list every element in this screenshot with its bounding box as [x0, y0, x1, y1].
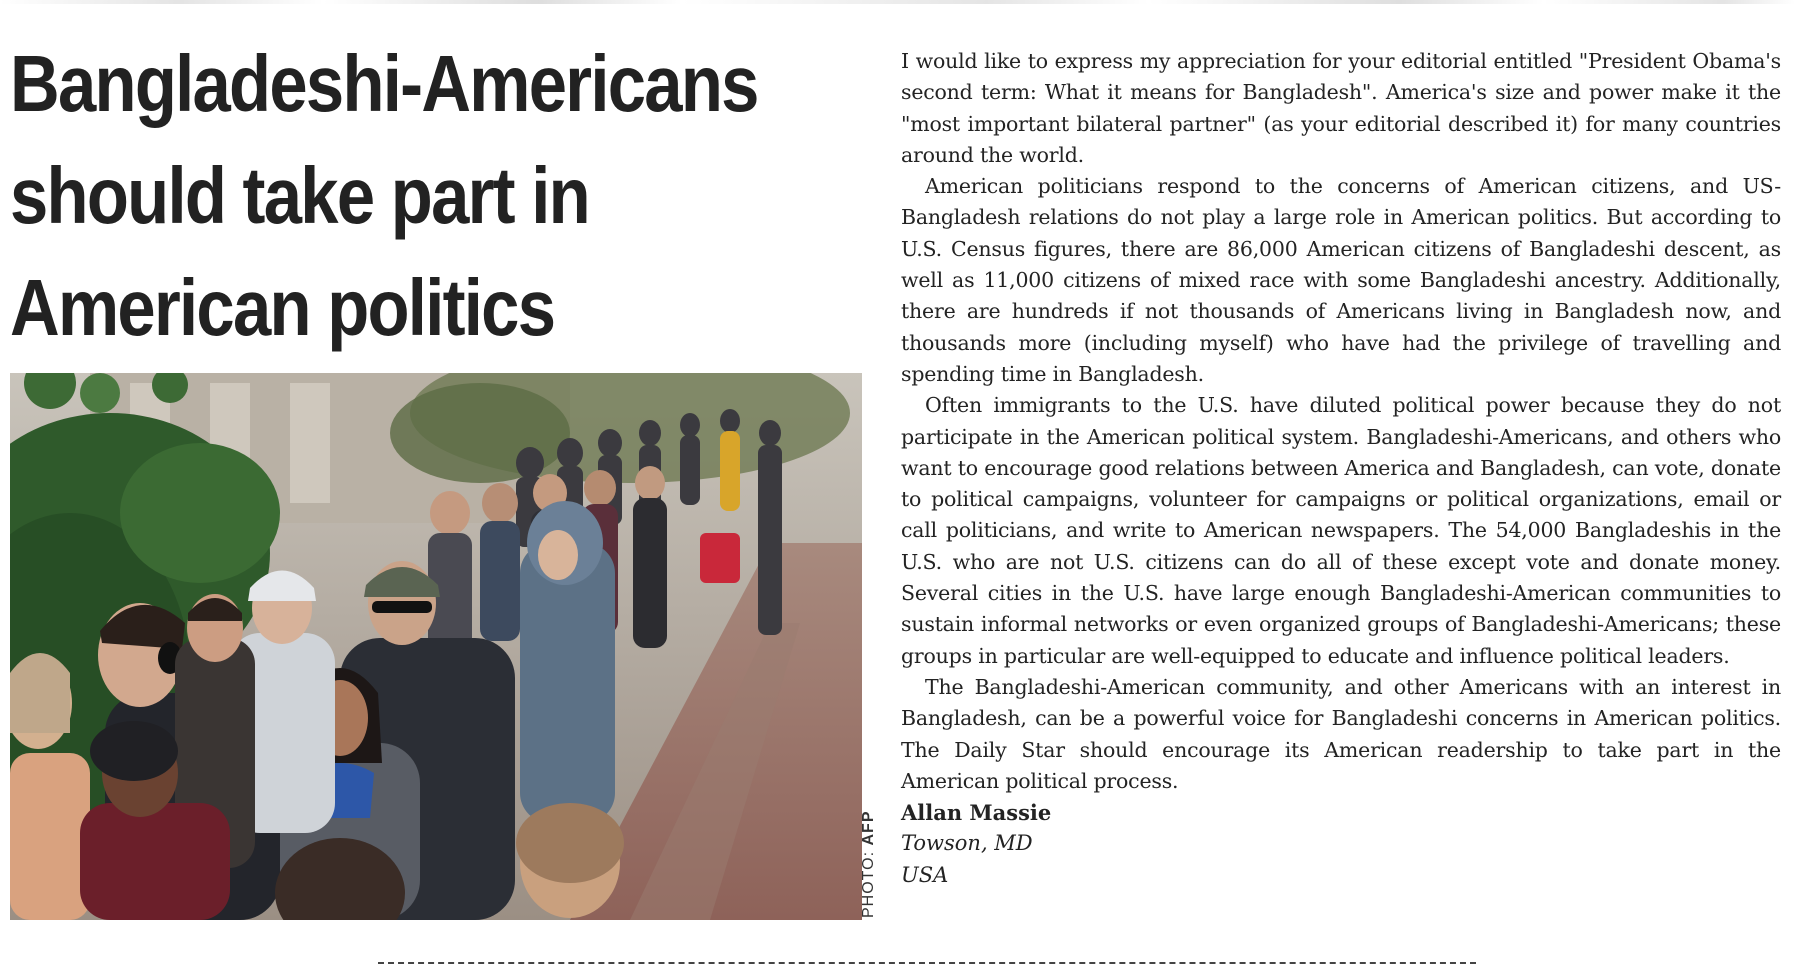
author-name: Allan Massie: [901, 800, 1052, 826]
queue-of-voters-photo: [10, 373, 862, 920]
letter-body: [901, 46, 1781, 891]
photo-credit-source: AFP: [860, 810, 877, 846]
author-location: Towson, MD: [901, 831, 1033, 856]
headline-line-3: American politics: [10, 263, 555, 352]
photo-illustration: [10, 373, 862, 920]
letter-paragraph: Often immigrants to the U.S. have diluted political power because they do not participate in the American political system. Bangladeshi-Americans, and others who want to encourage good relations between America and Bangladesh, can vote, donate to political campaigns, volunteer for campaigns or political organizations, email or call politicians, and write to American newspapers. The 54,000 Bangladeshis in the U.S. who are not U.S. citizens can do all of these except vote and donate money. Several cities in the U.S. have large enough Bangladeshi-American communities to sustain informal networks or even organized groups of Bangladeshi-Americans; these groups in particular are well-equipped to educate and influence political leaders.: [901, 393, 1781, 668]
previous-article-cut-edge: [0, 0, 1795, 4]
letter-paragraph: The Bangladeshi-American community, and other Americans with an interest in Bangladesh, can be a powerful voice for Bangladeshi concerns in American politics. The Daily Star should encourage its American readership to take part in the American political process.: [901, 674, 1781, 793]
headline: [10, 28, 758, 364]
headline-line-2: should take part in: [10, 151, 589, 240]
letter-paragraph: I would like to express my appreciation for your editorial entitled "President Obama's second term: What it means for Bangladesh". America's size and power make it the "most important bilateral partner" (as your editorial described it) for many countries around the world.: [901, 49, 1781, 167]
letter-paragraph: American politicians respond to the concerns of American citizens, and US-Bangladesh relations do not play a large role in American politics. But according to U.S. Census figures, there are 86,000 American citizens of Bangladeshi descent, as well as 11,000 citizens of mixed race with some Bangladeshi ancestry. Additionally, there are hundreds if not thousands of Americans living in Bangladesh now, and thousands more (including myself) who have had the privilege of travelling and spending time in Bangladesh.: [901, 174, 1781, 386]
author-country: USA: [901, 862, 949, 887]
letter-signature: [901, 797, 1781, 891]
photo-credit-label: PHOTO:: [860, 845, 877, 918]
photo-credit: [860, 811, 878, 919]
headline-line-1: Bangladeshi-Americans: [10, 39, 758, 128]
